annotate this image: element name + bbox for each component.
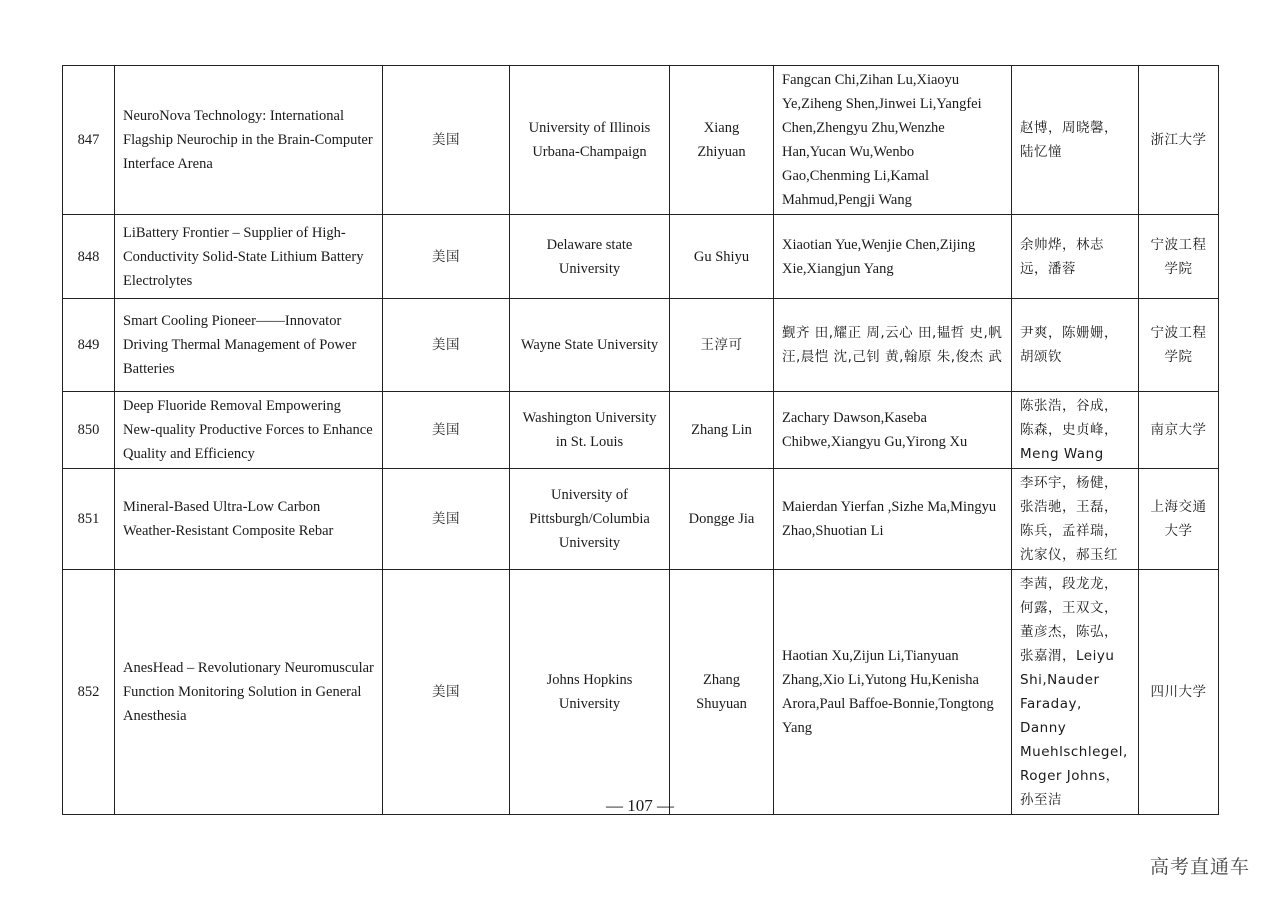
school: 浙江大学 [1139, 66, 1219, 215]
award-table [62, 65, 1219, 815]
team-leader: Zhang Shuyuan [670, 570, 774, 815]
row-number: 849 [63, 299, 115, 392]
school: 南京大学 [1139, 392, 1219, 469]
country: 美国 [383, 469, 510, 570]
country: 美国 [383, 299, 510, 392]
team-members: Xiaotian Yue,Wenjie Chen,Zijing Xie,Xiangjun Yang [774, 215, 1012, 299]
mentors: 陈张浩，谷成，陈森，史贞峰，Meng Wang [1012, 392, 1139, 469]
school: 宁波工程学院 [1139, 299, 1219, 392]
mentors: 尹爽，陈姗姗，胡颂钦 [1012, 299, 1139, 392]
mentors: 赵博，周晓馨，陆忆憧 [1012, 66, 1139, 215]
team-leader: Zhang Lin [670, 392, 774, 469]
watermark-text: 高考直通车 [1149, 856, 1250, 878]
table-row [63, 215, 1219, 299]
university: Wayne State University [510, 299, 670, 392]
country: 美国 [383, 392, 510, 469]
row-number: 851 [63, 469, 115, 570]
team-leader: Gu Shiyu [670, 215, 774, 299]
project-name: Mineral-Based Ultra-Low Carbon Weather-Resistant Composite Rebar [115, 469, 383, 570]
country: 美国 [383, 570, 510, 815]
country: 美国 [383, 66, 510, 215]
project-name: AnesHead – Revolutionary Neuromuscular Function Monitoring Solution in General Anesthesia [115, 570, 383, 815]
table-row [63, 570, 1219, 815]
table-row [63, 392, 1219, 469]
row-number: 847 [63, 66, 115, 215]
table-row [63, 66, 1219, 215]
country: 美国 [383, 215, 510, 299]
table-row [63, 299, 1219, 392]
school: 上海交通大学 [1139, 469, 1219, 570]
team-leader: 王淳可 [670, 299, 774, 392]
school: 四川大学 [1139, 570, 1219, 815]
university: Washington University in St. Louis [510, 392, 670, 469]
mentors: 李环宇，杨健，张浩驰，王磊，陈兵，孟祥瑞，沈家仪，郝玉红 [1012, 469, 1139, 570]
row-number: 852 [63, 570, 115, 815]
project-name: Smart Cooling Pioneer——Innovator Driving Thermal Management of Power Batteries [115, 299, 383, 392]
project-name: NeuroNova Technology: International Flagship Neurochip in the Brain-Computer Interface Arena [115, 66, 383, 215]
team-members: Haotian Xu,Zijun Li,Tianyuan Zhang,Xio Li,Yutong Hu,Kenisha Arora,Paul Baffoe-Bonnie,Tongtong Yang [774, 570, 1012, 815]
project-name: LiBattery Frontier – Supplier of High-Conductivity Solid-State Lithium Battery Electrolytes [115, 215, 383, 299]
project-name: Deep Fluoride Removal Empowering New-quality Productive Forces to Enhance Quality and Efficiency [115, 392, 383, 469]
university: Delaware state University [510, 215, 670, 299]
team-members: 觐齐 田,耀正 周,云心 田,韫哲 史,帆 汪,晨恺 沈,己钊 黄,翰原 朱,俊杰 武 [774, 299, 1012, 392]
page-number: — 107 — [606, 796, 674, 815]
university: Johns Hopkins University [510, 570, 670, 815]
team-leader: Xiang Zhiyuan [670, 66, 774, 215]
team-members: Fangcan Chi,Zihan Lu,Xiaoyu Ye,Ziheng Shen,Jinwei Li,Yangfei Chen,Zhengyu Zhu,Wenzhe Han,Yucan Wu,Wenbo Gao,Chenming Li,Kamal Mahmud,Pengji Wang [774, 66, 1012, 215]
university: University of Pittsburgh/Columbia University [510, 469, 670, 570]
row-number: 850 [63, 392, 115, 469]
school: 宁波工程学院 [1139, 215, 1219, 299]
mentors: 余帅烨，林志远，潘蓉 [1012, 215, 1139, 299]
university: University of Illinois Urbana-Champaign [510, 66, 670, 215]
mentors: 李茜，段龙龙，何露，王双文，董彦杰，陈弘，张嘉渭，Leiyu Shi,Nauder Faraday, Danny Muehlschlegel, Roger Johns，孙至洁 [1012, 570, 1139, 815]
row-number: 848 [63, 215, 115, 299]
team-members: Zachary Dawson,Kaseba Chibwe,Xiangyu Gu,Yirong Xu [774, 392, 1012, 469]
team-leader: Dongge Jia [670, 469, 774, 570]
table-row [63, 469, 1219, 570]
team-members: Maierdan Yierfan ,Sizhe Ma,Mingyu Zhao,Shuotian Li [774, 469, 1012, 570]
